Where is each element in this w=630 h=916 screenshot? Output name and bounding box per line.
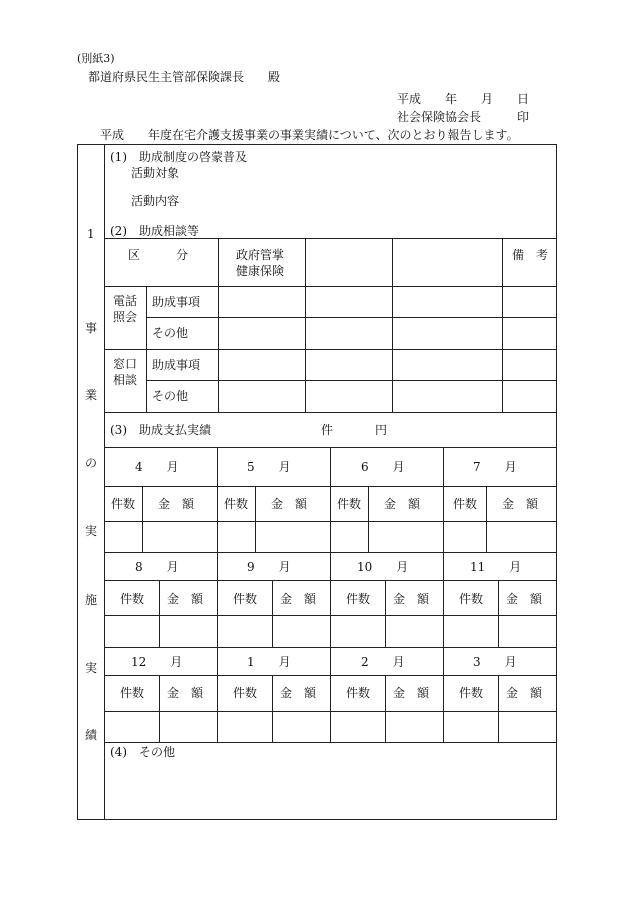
left-column-char: 実 <box>85 524 98 538</box>
phone-inquiry-label: 照会 <box>113 310 138 324</box>
month-label: 11 月 <box>470 560 522 574</box>
rule <box>368 486 369 552</box>
rule <box>146 317 557 318</box>
remarks-header: 備 考 <box>512 248 549 262</box>
month-label: 4 月 <box>135 460 179 474</box>
window-consult-label: 窓口 <box>113 357 138 371</box>
addressee: 都道府県民生主管部保険課長 殿 <box>88 70 281 84</box>
amount-label: 金 額 <box>502 497 539 511</box>
count-label: 件数 <box>453 497 478 511</box>
rule <box>486 486 487 552</box>
left-column-char: 施 <box>85 593 98 607</box>
rule <box>142 486 143 552</box>
month-label: 7 月 <box>473 460 517 474</box>
count-label: 件数 <box>120 592 145 606</box>
rule <box>392 238 393 412</box>
month-label: 12 月 <box>131 655 183 669</box>
rule <box>218 238 219 412</box>
amount-label: 金 額 <box>506 686 543 700</box>
left-column-char: 事 <box>85 321 98 335</box>
report-table <box>77 144 557 820</box>
count-label: 件数 <box>120 686 145 700</box>
left-column-char: 1 <box>87 227 95 241</box>
rule <box>104 742 557 743</box>
count-label: 件数 <box>111 497 136 511</box>
rule <box>498 580 499 647</box>
amount-label: 金 額 <box>280 686 317 700</box>
rule <box>104 412 557 413</box>
yen-unit: 円 <box>375 423 388 437</box>
left-column-char: 業 <box>85 388 98 402</box>
rule <box>443 447 444 742</box>
amount-label: 金 額 <box>167 592 204 606</box>
rule <box>272 580 273 647</box>
left-column-char: 績 <box>85 728 98 742</box>
month-label: 2 月 <box>361 655 405 669</box>
rule <box>217 447 218 742</box>
rule <box>385 675 386 742</box>
section3-title: (3) 助成支払実績 <box>110 423 211 437</box>
rule <box>159 580 160 647</box>
rule <box>272 675 273 742</box>
rule <box>146 380 557 381</box>
month-label: 9 月 <box>247 560 291 574</box>
section2-title: (2) 助成相談等 <box>110 224 199 238</box>
count-label: 件数 <box>337 497 362 511</box>
count-label: 件数 <box>346 592 371 606</box>
phone-inquiry-label: 電話 <box>113 294 138 308</box>
amount-label: 金 額 <box>271 497 308 511</box>
amount-label: 金 額 <box>158 497 195 511</box>
section4-title: (4) その他 <box>110 745 175 759</box>
rule <box>498 675 499 742</box>
other-label: その他 <box>152 326 189 340</box>
rule <box>255 486 256 552</box>
amount-label: 金 額 <box>167 686 204 700</box>
count-label: 件数 <box>459 592 484 606</box>
month-label: 3 月 <box>473 655 517 669</box>
activity-target-label: 活動対象 <box>131 166 180 180</box>
amount-label: 金 額 <box>393 686 430 700</box>
month-label: 6 月 <box>361 460 405 474</box>
count-label: 件数 <box>224 497 249 511</box>
month-label: 1 月 <box>247 655 291 669</box>
amount-label: 金 額 <box>384 497 421 511</box>
month-label: 5 月 <box>247 460 291 474</box>
amount-label: 金 額 <box>393 592 430 606</box>
rule <box>104 286 557 287</box>
rule <box>385 580 386 647</box>
count-label: 件数 <box>233 592 258 606</box>
reporter: 社会保険協会長 印 <box>397 110 530 124</box>
section1-title: (1) 助成制度の啓蒙普及 <box>110 150 247 164</box>
rule <box>305 238 306 412</box>
count-unit: 件 <box>321 423 334 437</box>
left-column-char: 実 <box>85 661 98 675</box>
intro-text: 平成 年度在宅介護支援事業の事業実績について、次のとおり報告します。 <box>100 128 519 142</box>
annex-label: (別紙3) <box>77 52 115 65</box>
rule <box>104 349 557 350</box>
count-label: 件数 <box>233 686 258 700</box>
aid-item-label: 助成事項 <box>152 295 201 309</box>
amount-label: 金 額 <box>280 592 317 606</box>
left-column-char: の <box>85 456 98 470</box>
count-label: 件数 <box>346 686 371 700</box>
other-label: その他 <box>152 389 189 403</box>
rule <box>146 286 147 412</box>
rule <box>330 447 331 742</box>
month-label: 8 月 <box>135 560 179 574</box>
gov-insurance-header: 健康保険 <box>236 264 285 278</box>
gov-insurance-header: 政府管掌 <box>236 248 285 262</box>
activity-content-label: 活動内容 <box>131 194 180 208</box>
month-label: 10 月 <box>357 560 409 574</box>
count-label: 件数 <box>459 686 484 700</box>
rule <box>159 675 160 742</box>
left-column-divider <box>104 144 105 820</box>
window-consult-label: 相談 <box>113 373 138 387</box>
report-date: 平成 年 月 日 <box>397 92 530 106</box>
rule <box>502 238 503 412</box>
aid-item-label: 助成事項 <box>152 358 201 372</box>
rule <box>104 238 557 239</box>
category-header: 区 分 <box>128 248 189 262</box>
amount-label: 金 額 <box>506 592 543 606</box>
